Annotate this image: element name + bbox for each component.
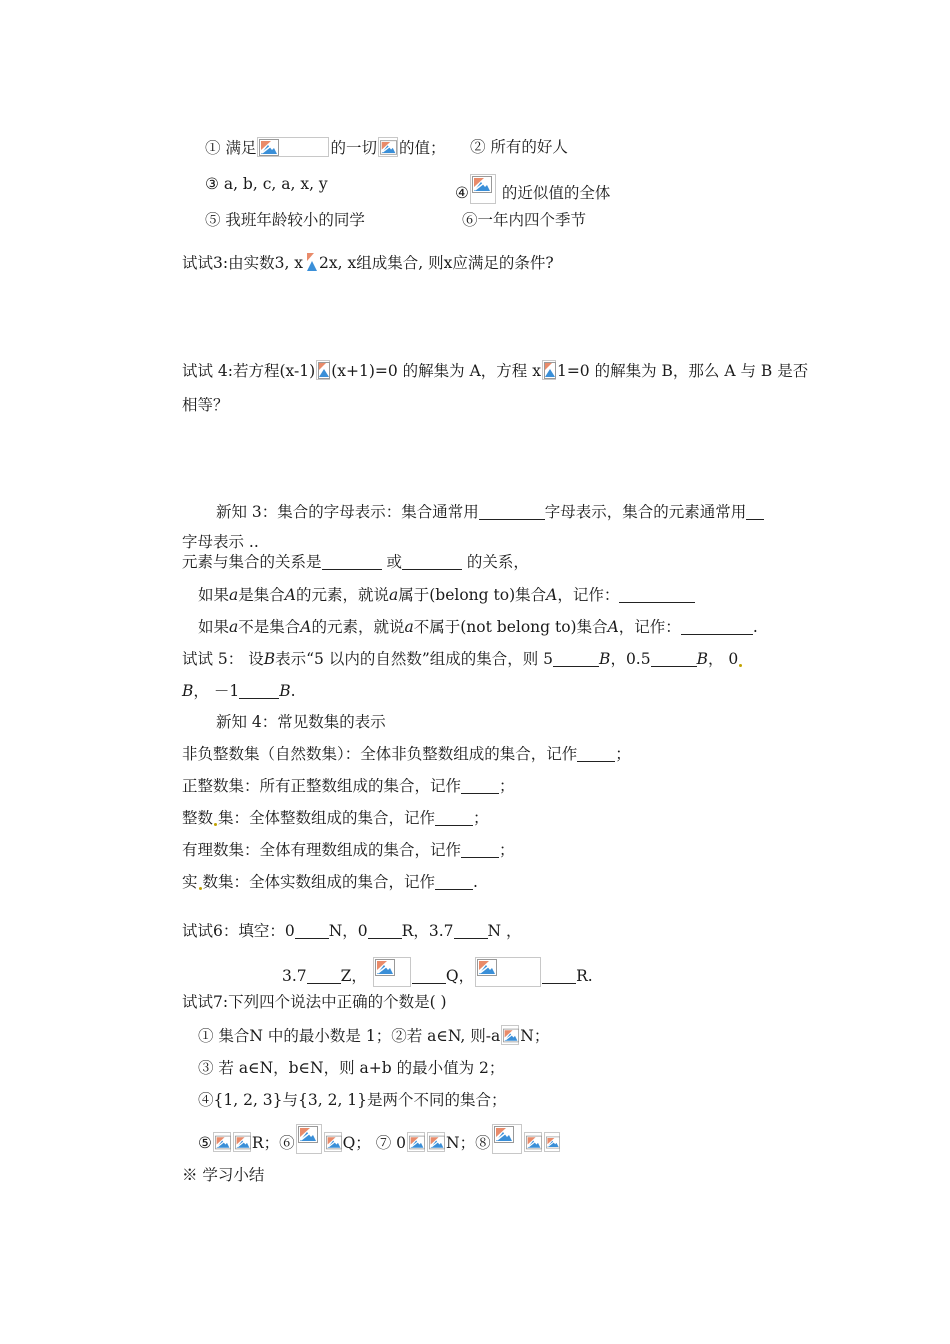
section-text: . bbox=[473, 873, 478, 891]
question-text: 试试 5： 设 bbox=[182, 650, 264, 668]
broken-image-icon bbox=[544, 1132, 560, 1152]
statement-text: R；⑥ bbox=[251, 1134, 295, 1152]
question-text: ， 0 bbox=[707, 650, 739, 668]
try7-statement-3: ④{1, 2, 3}与{3, 2, 1}是两个不同的集合； bbox=[198, 1091, 507, 1109]
new4-rat bbox=[182, 840, 515, 860]
try3-question bbox=[182, 250, 554, 273]
section-text: 如果 bbox=[198, 586, 230, 604]
section-text: 新知 3：集合的字母表示：集合通常用 bbox=[216, 503, 479, 521]
section-text: 集：全体整数组成的集合，记作 bbox=[218, 809, 436, 827]
answer-blank[interactable] bbox=[681, 618, 753, 635]
broken-image-icon bbox=[324, 1132, 342, 1152]
q2-item-2: ② 所有的好人 bbox=[470, 138, 568, 156]
question-text: 表示“5 以内的自然数”组成的集合，则 5 bbox=[275, 650, 554, 668]
statement-text: ⑤ bbox=[198, 1134, 212, 1152]
section-text: 有理数集：全体有理数组成的集合，记作 bbox=[182, 841, 462, 859]
try5-line2 bbox=[182, 681, 296, 701]
item-text: 的一切 bbox=[330, 139, 377, 157]
math-var: A bbox=[607, 618, 619, 636]
section-text: 的元素，就说 bbox=[311, 618, 405, 636]
question-text: 试试6：填空：0 bbox=[182, 922, 295, 940]
section-text: ； bbox=[499, 777, 515, 795]
marker-dot bbox=[739, 664, 742, 667]
try4-line2: 相等？ bbox=[182, 396, 229, 414]
answer-blank[interactable] bbox=[239, 682, 279, 699]
answer-blank[interactable] bbox=[553, 650, 599, 667]
new4-real bbox=[182, 872, 478, 892]
section-text: 如果 bbox=[198, 618, 230, 636]
answer-blank[interactable] bbox=[619, 586, 695, 603]
question-text: 2x, x组成集合, 则x应满足的条件? bbox=[319, 254, 554, 272]
answer-blank[interactable] bbox=[402, 553, 462, 570]
math-var: B bbox=[599, 650, 611, 668]
answer-blank[interactable] bbox=[454, 922, 488, 939]
section-text: 的关系， bbox=[466, 553, 529, 571]
try7-statement-4 bbox=[198, 1124, 561, 1154]
answer-blank[interactable] bbox=[577, 745, 615, 762]
broken-image-icon bbox=[542, 360, 556, 380]
section-text: ； bbox=[615, 745, 631, 763]
section-text: 不属于(not belong to)集合 bbox=[413, 618, 608, 636]
item-number: ④ bbox=[455, 184, 469, 202]
section-text: ，记作： bbox=[618, 618, 681, 636]
answer-blank[interactable] bbox=[746, 503, 764, 520]
new4-int bbox=[182, 808, 489, 828]
broken-image-icon bbox=[378, 137, 398, 157]
math-var: A bbox=[284, 586, 296, 604]
question-text: R，3.7 bbox=[401, 922, 454, 940]
section-text: 或 bbox=[386, 553, 402, 571]
section-text: 的元素，就说 bbox=[295, 586, 389, 604]
broken-image-icon bbox=[257, 137, 329, 157]
item-text: 的近似值的全体 bbox=[501, 184, 611, 202]
new3-line3 bbox=[182, 552, 529, 572]
question-text: R. bbox=[576, 967, 593, 985]
item-number: ① bbox=[205, 139, 221, 157]
broken-image-icon bbox=[233, 1132, 251, 1152]
answer-blank[interactable] bbox=[368, 922, 402, 939]
section-text: . bbox=[752, 618, 758, 636]
section-text: 元素与集合的关系是 bbox=[182, 553, 322, 571]
answer-blank[interactable] bbox=[461, 841, 499, 858]
answer-blank[interactable] bbox=[412, 967, 446, 984]
section-text: 不是集合 bbox=[238, 618, 301, 636]
answer-blank[interactable] bbox=[651, 650, 697, 667]
broken-image-icon bbox=[524, 1132, 542, 1152]
section-text: 实 bbox=[182, 873, 198, 891]
statement-text: N； bbox=[520, 1027, 550, 1045]
new4-nonneg bbox=[182, 744, 631, 764]
broken-image-icon bbox=[304, 250, 318, 272]
question-text: N，0 bbox=[328, 922, 368, 940]
answer-blank[interactable] bbox=[435, 873, 473, 890]
math-var: a bbox=[229, 618, 239, 636]
question-text: (x+1)=0 的解集为 A，方程 x bbox=[331, 362, 541, 380]
section-text: ，记作： bbox=[557, 586, 620, 604]
section-text: ； bbox=[499, 841, 515, 859]
try7-statement-2: ③ 若 a∈N，b∈N，则 a+b 的最小值为 2； bbox=[198, 1059, 505, 1077]
section-text: 是集合 bbox=[238, 586, 285, 604]
try7-statement-1 bbox=[198, 1025, 549, 1046]
question-text: ，0.5 bbox=[610, 650, 651, 668]
broken-image-icon bbox=[296, 1124, 322, 1154]
marker-dot bbox=[199, 887, 202, 890]
answer-blank[interactable] bbox=[461, 777, 499, 794]
question-text: . bbox=[290, 682, 296, 700]
q2-item-6: ⑥一年内四个季节 bbox=[462, 211, 587, 229]
math-var: a bbox=[404, 618, 414, 636]
section-text: 正整数集：所有正整数组成的集合，记作 bbox=[182, 777, 462, 795]
statement-text: Q； ⑦ 0 bbox=[342, 1134, 407, 1152]
answer-blank[interactable] bbox=[435, 809, 473, 826]
try6-question bbox=[182, 921, 522, 941]
broken-image-icon bbox=[427, 1132, 445, 1152]
question-text: 3.7 bbox=[282, 967, 307, 985]
math-var: a bbox=[229, 586, 239, 604]
answer-blank[interactable] bbox=[479, 503, 545, 520]
question-text: N ， bbox=[487, 922, 522, 940]
section-text: 数集：全体实数组成的集合，记作 bbox=[202, 873, 436, 891]
broken-image-icon bbox=[501, 1025, 519, 1045]
broken-image-icon bbox=[213, 1132, 231, 1152]
answer-blank[interactable] bbox=[542, 967, 576, 984]
broken-image-icon bbox=[475, 957, 541, 987]
question-text: Q， bbox=[445, 967, 475, 985]
statement-text: ① 集合N 中的最小数是 1；②若 a∈N, 则-a bbox=[198, 1027, 501, 1045]
q2-row-1 bbox=[205, 137, 446, 158]
statement-text: N；⑧ bbox=[446, 1134, 491, 1152]
q2-item-3: ③ a, b, c, a, x, y bbox=[205, 175, 328, 193]
question-text: Z， bbox=[340, 967, 367, 985]
section-text: ； bbox=[473, 809, 489, 827]
new3-heading bbox=[216, 502, 764, 522]
broken-image-icon bbox=[492, 1124, 522, 1154]
try6-line2 bbox=[282, 957, 593, 987]
broken-image-icon bbox=[407, 1132, 425, 1152]
math-var: B bbox=[696, 650, 708, 668]
try5-question bbox=[182, 649, 743, 669]
marker-dot bbox=[214, 823, 217, 826]
math-var: A bbox=[546, 586, 558, 604]
question-text: ， －1 bbox=[193, 682, 240, 700]
math-var: A bbox=[300, 618, 312, 636]
section-text: 字母表示，集合的元素通常用 bbox=[544, 503, 747, 521]
summary-heading: ※ 学习小结 bbox=[182, 1166, 265, 1184]
math-var: B bbox=[182, 682, 194, 700]
new3-line5 bbox=[198, 617, 758, 637]
math-var: a bbox=[389, 586, 399, 604]
try7-title: 试试7:下列四个说法中正确的个数是( ) bbox=[182, 993, 447, 1011]
broken-image-icon bbox=[470, 174, 496, 204]
q2-item-5: ⑤ 我班年龄较小的同学 bbox=[205, 211, 365, 229]
item-text: 满足 bbox=[225, 139, 257, 157]
section-text: 非负整数集（自然数集）：全体非负整数组成的集合，记作 bbox=[182, 745, 578, 763]
broken-image-icon bbox=[316, 360, 330, 380]
new3-line2: 字母表示 .. bbox=[182, 533, 259, 551]
new3-line4 bbox=[198, 585, 695, 605]
q2-item-4 bbox=[455, 174, 610, 204]
answer-blank[interactable] bbox=[295, 922, 329, 939]
new4-heading: 新知 4：常见数集的表示 bbox=[216, 713, 386, 731]
math-var: B bbox=[279, 682, 291, 700]
answer-blank[interactable] bbox=[307, 967, 341, 984]
math-var: B bbox=[263, 650, 276, 668]
broken-image-icon bbox=[373, 957, 411, 987]
question-text: 试试3:由实数3, x bbox=[182, 254, 304, 272]
question-text: 1=0 的解集为 B，那么 A 与 B 是否 bbox=[556, 362, 809, 380]
try4-question bbox=[182, 360, 808, 381]
new4-pos bbox=[182, 776, 515, 796]
answer-blank[interactable] bbox=[322, 553, 382, 570]
question-text: 试试 4:若方程(x-1) bbox=[182, 362, 316, 380]
item-text: 的值； bbox=[398, 139, 446, 157]
section-text: 属于(belong to)集合 bbox=[398, 586, 547, 604]
section-text: 整数 bbox=[182, 809, 214, 827]
